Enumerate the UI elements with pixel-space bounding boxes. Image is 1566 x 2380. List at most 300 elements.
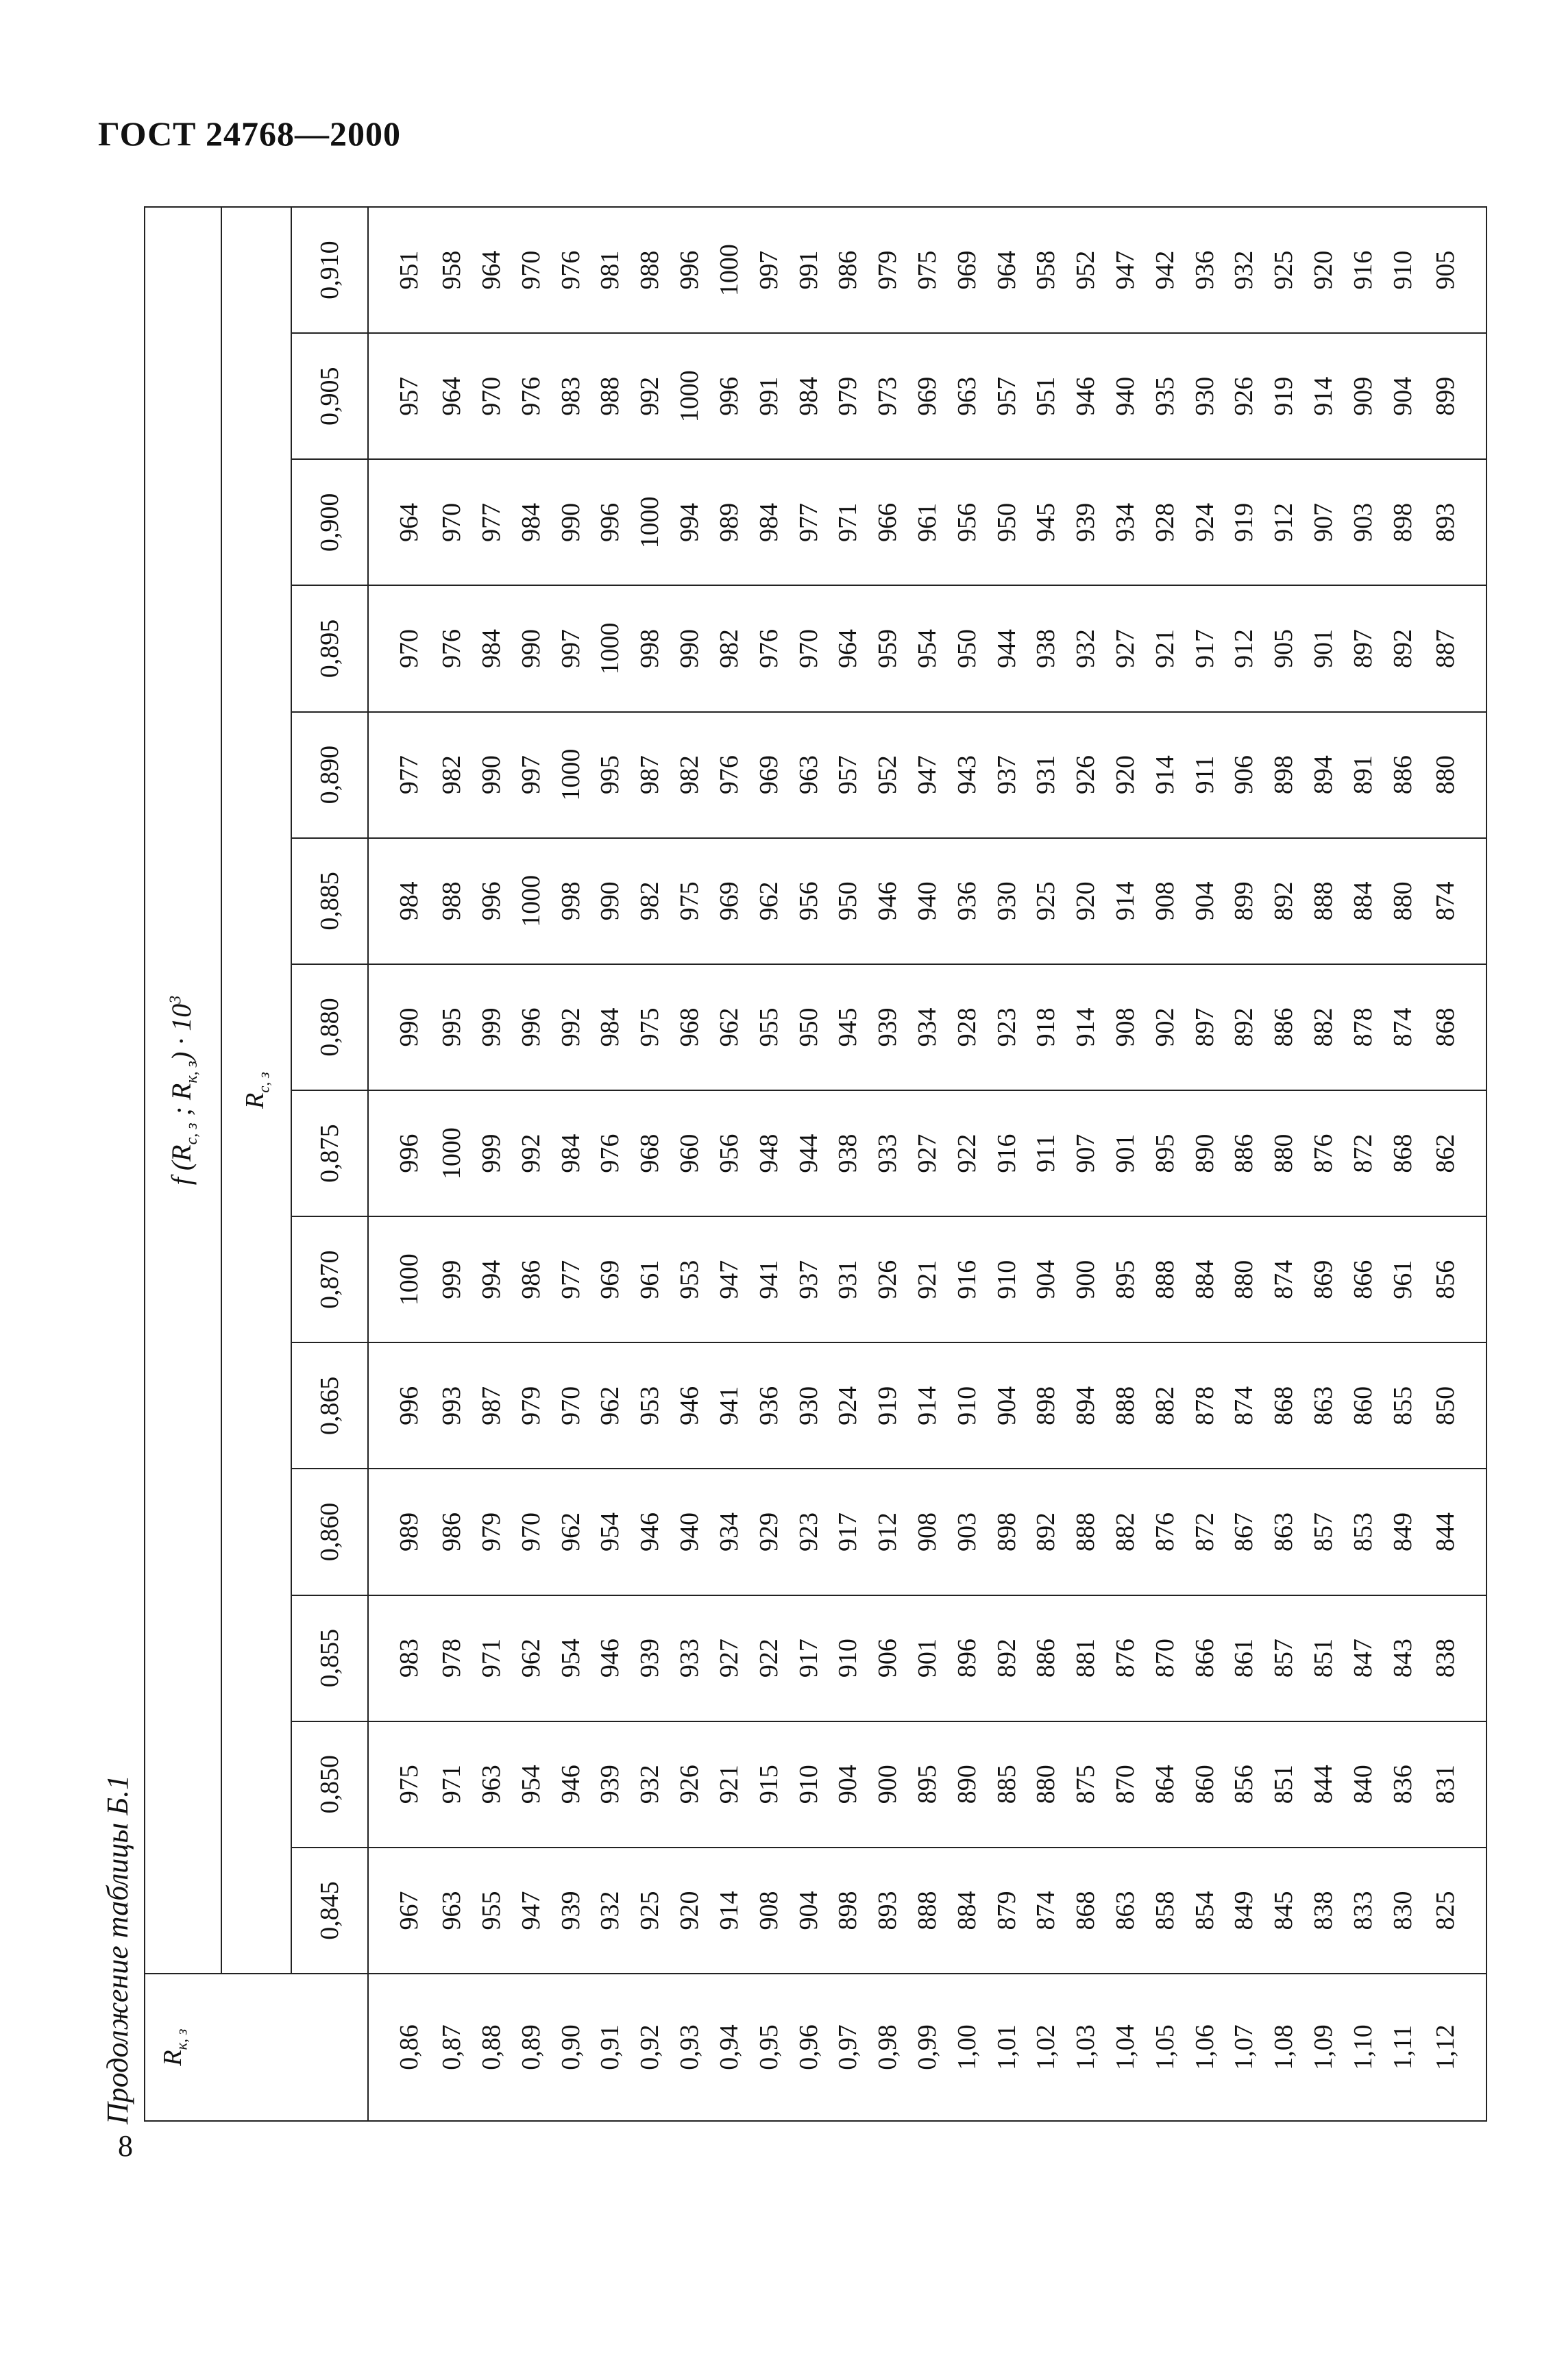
table-cell: 970 <box>368 585 432 711</box>
table-cell: 951 <box>368 207 432 333</box>
rc-header: $R_{с, з}$ <box>221 207 291 1974</box>
row-label: 0,92 <box>630 1974 670 2121</box>
table-cell: 887 <box>1423 585 1487 711</box>
table-cell: 838 <box>1304 1848 1343 1974</box>
table-cell: 908 <box>1145 838 1185 964</box>
table-cell: 939 <box>1066 459 1105 585</box>
table-cell: 901 <box>907 1595 947 1721</box>
table-cell: 893 <box>1423 459 1487 585</box>
table-row <box>1225 207 1264 2121</box>
table-cell: 975 <box>630 964 670 1090</box>
row-label: 1,11 <box>1383 1974 1423 2121</box>
table-cell: 963 <box>472 1721 511 1848</box>
table-cell: 888 <box>1105 1342 1145 1469</box>
table-cell: 932 <box>1225 207 1264 333</box>
table-cell: 969 <box>709 838 749 964</box>
table-cell: 888 <box>907 1848 947 1974</box>
table-cell: 963 <box>947 333 987 459</box>
table-cell: 926 <box>1066 712 1105 838</box>
table-cell: 977 <box>551 1216 591 1342</box>
table-cell: 895 <box>1145 1090 1185 1216</box>
row-label: 1,06 <box>1185 1974 1225 2121</box>
table-cell: 964 <box>828 585 868 711</box>
table-cell: 878 <box>1185 1342 1225 1469</box>
table-cell: 984 <box>591 964 631 1090</box>
table-cell: 946 <box>591 1595 631 1721</box>
table-cell: 912 <box>868 1469 907 1595</box>
table-cell: 968 <box>670 964 709 1090</box>
table-cell: 930 <box>789 1342 829 1469</box>
table-cell: 900 <box>868 1721 907 1848</box>
table-row <box>789 207 829 2121</box>
table-cell: 908 <box>749 1848 789 1974</box>
table-cell: 969 <box>749 712 789 838</box>
table-cell: 964 <box>432 333 472 459</box>
table-cell: 990 <box>472 712 511 838</box>
row-label: 0,87 <box>432 1974 472 2121</box>
table-cell: 929 <box>749 1469 789 1595</box>
table-cell: 982 <box>432 712 472 838</box>
table-cell: 933 <box>670 1595 709 1721</box>
row-label: 1,04 <box>1105 1974 1145 2121</box>
table-cell: 858 <box>1145 1848 1185 1974</box>
table-cell: 928 <box>947 964 987 1090</box>
table-cell: 890 <box>1185 1090 1225 1216</box>
row-label: 1,03 <box>1066 1974 1105 2121</box>
row-label: 1,01 <box>987 1974 1027 2121</box>
table-cell: 921 <box>709 1721 749 1848</box>
table-cell: 914 <box>1304 333 1343 459</box>
table-cell: 904 <box>987 1342 1027 1469</box>
table-cell: 882 <box>1105 1469 1145 1595</box>
table-cell: 962 <box>511 1595 551 1721</box>
table-cell: 990 <box>591 838 631 964</box>
table-cell: 970 <box>551 1342 591 1469</box>
table-cell: 870 <box>1145 1595 1185 1721</box>
table-cell: 884 <box>1343 838 1383 964</box>
row-label: 1,05 <box>1145 1974 1185 2121</box>
table-cell: 991 <box>789 207 829 333</box>
rc-column-header: 0,880 <box>291 964 368 1090</box>
row-label: 0,97 <box>828 1974 868 2121</box>
table-cell: 979 <box>868 207 907 333</box>
table-cell: 968 <box>630 1090 670 1216</box>
table-cell: 970 <box>432 459 472 585</box>
table-cell: 934 <box>907 964 947 1090</box>
table-cell: 857 <box>1264 1595 1304 1721</box>
table-cell: 962 <box>749 838 789 964</box>
table-cell: 862 <box>1423 1090 1487 1216</box>
table-cell: 925 <box>1264 207 1304 333</box>
table-cell: 1000 <box>432 1090 472 1216</box>
table-cell: 996 <box>368 1090 432 1216</box>
table-cell: 932 <box>1066 585 1105 711</box>
table-cell: 964 <box>368 459 432 585</box>
table-cell: 981 <box>591 207 631 333</box>
table-cell: 938 <box>1026 585 1066 711</box>
table-cell: 983 <box>368 1595 432 1721</box>
table-cell: 961 <box>1383 1216 1423 1342</box>
table-cell: 860 <box>1185 1721 1225 1848</box>
table-cell: 910 <box>987 1216 1027 1342</box>
table-cell: 920 <box>670 1848 709 1974</box>
table-cell: 990 <box>551 459 591 585</box>
table-cell: 953 <box>670 1216 709 1342</box>
table-cell: 942 <box>1145 207 1185 333</box>
row-label: 0,93 <box>670 1974 709 2121</box>
table-cell: 945 <box>1026 459 1066 585</box>
table-cell: 928 <box>1145 459 1185 585</box>
table-cell: 955 <box>472 1848 511 1974</box>
table-cell: 956 <box>947 459 987 585</box>
row-label: 1,08 <box>1264 1974 1304 2121</box>
table-cell: 982 <box>630 838 670 964</box>
table-cell: 923 <box>789 1469 829 1595</box>
table-cell: 963 <box>432 1848 472 1974</box>
table-cell: 931 <box>1026 712 1066 838</box>
table-cell: 864 <box>1145 1721 1185 1848</box>
table-cell: 977 <box>368 712 432 838</box>
table-cell: 982 <box>670 712 709 838</box>
table-row <box>1026 207 1066 2121</box>
table-cell: 891 <box>1343 712 1383 838</box>
table-cell: 916 <box>947 1216 987 1342</box>
table-cell: 890 <box>947 1721 987 1848</box>
table-cell: 939 <box>868 964 907 1090</box>
table-cell: 954 <box>511 1721 551 1848</box>
table-cell: 967 <box>368 1848 432 1974</box>
table-cell: 983 <box>551 333 591 459</box>
table-cell: 893 <box>868 1848 907 1974</box>
rc-column-header: 0,875 <box>291 1090 368 1216</box>
table-cell: 908 <box>1105 964 1145 1090</box>
table-cell: 992 <box>630 333 670 459</box>
table-cell: 978 <box>432 1595 472 1721</box>
table-row <box>1105 207 1145 2121</box>
table-cell: 897 <box>1185 964 1225 1090</box>
table-cell: 856 <box>1225 1721 1264 1848</box>
table-row <box>670 207 709 2121</box>
table-cell: 936 <box>1185 207 1225 333</box>
table-cell: 898 <box>1264 712 1304 838</box>
table-cell: 984 <box>551 1090 591 1216</box>
table-cell: 831 <box>1423 1721 1487 1848</box>
table-cell: 898 <box>828 1848 868 1974</box>
table-cell: 947 <box>907 712 947 838</box>
table-row <box>709 207 749 2121</box>
table-cell: 843 <box>1383 1595 1423 1721</box>
table-cell: 861 <box>1225 1595 1264 1721</box>
table-cell: 951 <box>1026 333 1066 459</box>
table-cell: 875 <box>1066 1721 1105 1848</box>
table-cell: 996 <box>591 459 631 585</box>
table-cell: 962 <box>551 1469 591 1595</box>
row-label: 0,94 <box>709 1974 749 2121</box>
table-cell: 903 <box>947 1469 987 1595</box>
table-cell: 898 <box>1383 459 1423 585</box>
table-cell: 917 <box>789 1595 829 1721</box>
table-cell: 930 <box>1185 333 1225 459</box>
table-cell: 976 <box>749 585 789 711</box>
table-cell: 878 <box>1343 964 1383 1090</box>
table-cell: 851 <box>1264 1721 1304 1848</box>
table-cell: 920 <box>1304 207 1343 333</box>
table-cell: 872 <box>1185 1469 1225 1595</box>
table-cell: 989 <box>368 1469 432 1595</box>
table-cell: 989 <box>709 459 749 585</box>
table-cell: 1000 <box>591 585 631 711</box>
table-cell: 966 <box>868 459 907 585</box>
table-cell: 880 <box>1383 838 1423 964</box>
table-cell: 914 <box>907 1342 947 1469</box>
table-cell: 908 <box>907 1469 947 1595</box>
table-cell: 998 <box>551 838 591 964</box>
row-label: 1,12 <box>1423 1974 1487 2121</box>
table-cell: 997 <box>551 585 591 711</box>
table-cell: 825 <box>1423 1848 1487 1974</box>
table-cell: 866 <box>1185 1595 1225 1721</box>
table-cell: 851 <box>1304 1595 1343 1721</box>
table-cell: 914 <box>1105 838 1145 964</box>
table-cell: 957 <box>368 333 432 459</box>
table-cell: 939 <box>551 1848 591 1974</box>
table-cell: 896 <box>947 1595 987 1721</box>
table-cell: 868 <box>1264 1342 1304 1469</box>
table-cell: 888 <box>1066 1469 1105 1595</box>
table-cell: 952 <box>1066 207 1105 333</box>
table-cell: 950 <box>987 459 1027 585</box>
table-row <box>432 207 472 2121</box>
table-cell: 844 <box>1304 1721 1343 1848</box>
table-cell: 970 <box>511 207 551 333</box>
table-cell: 849 <box>1225 1848 1264 1974</box>
table-cell: 870 <box>1105 1721 1145 1848</box>
table-cell: 930 <box>987 838 1027 964</box>
table-cell: 971 <box>432 1721 472 1848</box>
table-cell: 941 <box>749 1216 789 1342</box>
table-cell: 925 <box>630 1848 670 1974</box>
table-row <box>987 207 1027 2121</box>
table-cell: 954 <box>591 1469 631 1595</box>
row-label: 0,90 <box>551 1974 591 2121</box>
table-cell: 907 <box>1304 459 1343 585</box>
table-cell: 899 <box>1225 838 1264 964</box>
table-cell: 935 <box>1145 333 1185 459</box>
table-cell: 885 <box>987 1721 1027 1848</box>
table-cell: 838 <box>1423 1595 1487 1721</box>
table-cell: 992 <box>511 1090 551 1216</box>
table-cell: 998 <box>630 585 670 711</box>
table-cell: 1000 <box>368 1216 432 1342</box>
row-label: 0,88 <box>472 1974 511 2121</box>
table-cell: 970 <box>511 1469 551 1595</box>
table-cell: 879 <box>987 1848 1027 1974</box>
table-cell: 954 <box>551 1595 591 1721</box>
rc-column-header: 0,910 <box>291 207 368 333</box>
table-cell: 886 <box>1264 964 1304 1090</box>
row-label: 1,02 <box>1026 1974 1066 2121</box>
row-label: 0,99 <box>907 1974 947 2121</box>
table-cell: 991 <box>749 333 789 459</box>
table-cell: 931 <box>828 1216 868 1342</box>
table-cell: 959 <box>868 585 907 711</box>
table-row <box>1343 207 1383 2121</box>
table-cell: 986 <box>511 1216 551 1342</box>
table-cell: 911 <box>1026 1090 1066 1216</box>
table-cell: 920 <box>1105 712 1145 838</box>
table-cell: 970 <box>789 585 829 711</box>
row-label: 0,96 <box>789 1974 829 2121</box>
table-body <box>368 207 1487 2121</box>
table-cell: 906 <box>868 1595 907 1721</box>
table-row <box>368 207 432 2121</box>
table-row <box>1383 207 1423 2121</box>
table-cell: 976 <box>432 585 472 711</box>
table-cell: 999 <box>472 964 511 1090</box>
table-cell: 904 <box>828 1721 868 1848</box>
table-cell: 964 <box>472 207 511 333</box>
table-cell: 997 <box>511 712 551 838</box>
table-cell: 855 <box>1383 1342 1423 1469</box>
table-cell: 987 <box>630 712 670 838</box>
table-cell: 895 <box>907 1721 947 1848</box>
table-cell: 897 <box>1343 585 1383 711</box>
table-cell: 936 <box>749 1342 789 1469</box>
table-cell: 894 <box>1304 712 1343 838</box>
table-cell: 939 <box>591 1721 631 1848</box>
table-cell: 886 <box>1225 1090 1264 1216</box>
table-cell: 958 <box>1026 207 1066 333</box>
table-cell: 939 <box>630 1595 670 1721</box>
row-label: 1,00 <box>947 1974 987 2121</box>
table-cell: 940 <box>1105 333 1145 459</box>
table-cell: 995 <box>432 964 472 1090</box>
table-row <box>1304 207 1343 2121</box>
table-cell: 1000 <box>511 838 551 964</box>
table-cell: 840 <box>1343 1721 1383 1848</box>
table-cell: 909 <box>1343 333 1383 459</box>
table-cell: 904 <box>1383 333 1423 459</box>
table-cell: 850 <box>1423 1342 1487 1469</box>
table-cell: 946 <box>551 1721 591 1848</box>
table-cell: 975 <box>368 1721 432 1848</box>
table-cell: 988 <box>630 207 670 333</box>
table-cell: 988 <box>432 838 472 964</box>
rc-column-header: 0,885 <box>291 838 368 964</box>
table-cell: 925 <box>1026 838 1066 964</box>
table-cell: 955 <box>749 964 789 1090</box>
table-cell: 986 <box>432 1469 472 1595</box>
table-cell: 892 <box>1225 964 1264 1090</box>
table-cell: 977 <box>789 459 829 585</box>
table-cell: 902 <box>1145 964 1185 1090</box>
table-cell: 954 <box>907 585 947 711</box>
table-cell: 917 <box>1185 585 1225 711</box>
table-cell: 860 <box>1343 1342 1383 1469</box>
table-cell: 874 <box>1026 1848 1066 1974</box>
table-cell: 948 <box>749 1090 789 1216</box>
table-cell: 888 <box>1145 1216 1185 1342</box>
table-cell: 990 <box>670 585 709 711</box>
table-cell: 924 <box>828 1342 868 1469</box>
page-number: 8 <box>118 2129 133 2163</box>
table-cell: 950 <box>789 964 829 1090</box>
table-cell: 973 <box>868 333 907 459</box>
table-row <box>511 207 551 2121</box>
table-cell: 905 <box>1264 585 1304 711</box>
data-table <box>144 206 1487 2122</box>
table-cell: 993 <box>432 1342 472 1469</box>
rc-column-header: 0,855 <box>291 1595 368 1721</box>
table-cell: 1000 <box>670 333 709 459</box>
table-cell: 919 <box>868 1342 907 1469</box>
table-cell: 892 <box>1026 1469 1066 1595</box>
table-cell: 979 <box>828 333 868 459</box>
table-cell: 874 <box>1264 1216 1304 1342</box>
table-cell: 849 <box>1383 1469 1423 1595</box>
rc-column-header: 0,895 <box>291 585 368 711</box>
table-cell: 903 <box>1343 459 1383 585</box>
rc-column-header: 0,865 <box>291 1342 368 1469</box>
table-cell: 997 <box>749 207 789 333</box>
row-label: 0,86 <box>368 1974 432 2121</box>
table-cell: 926 <box>1225 333 1264 459</box>
table-cell: 833 <box>1343 1848 1383 1974</box>
table-cell: 882 <box>1304 964 1343 1090</box>
table-cell: 946 <box>630 1469 670 1595</box>
table-cell: 910 <box>1383 207 1423 333</box>
table-cell: 882 <box>1145 1342 1185 1469</box>
table-cell: 854 <box>1185 1848 1225 1974</box>
table-cell: 914 <box>1066 964 1105 1090</box>
table-cell: 982 <box>709 585 749 711</box>
table-cell: 857 <box>1304 1469 1343 1595</box>
table-cell: 996 <box>709 333 749 459</box>
table-cell: 986 <box>828 207 868 333</box>
table-cell: 990 <box>511 585 551 711</box>
table-cell: 856 <box>1423 1216 1487 1342</box>
table-cell: 987 <box>472 1342 511 1469</box>
row-label: 0,95 <box>749 1974 789 2121</box>
table-cell: 927 <box>709 1595 749 1721</box>
table-cell: 876 <box>1105 1595 1145 1721</box>
table-cell: 999 <box>472 1090 511 1216</box>
table-cell: 992 <box>551 964 591 1090</box>
table-cell: 936 <box>947 838 987 964</box>
table-cell: 900 <box>1066 1216 1105 1342</box>
table-cell: 932 <box>591 1848 631 1974</box>
table-cell: 976 <box>591 1090 631 1216</box>
table-cell: 872 <box>1343 1090 1383 1216</box>
table-row <box>907 207 947 2121</box>
table-cell: 886 <box>1383 712 1423 838</box>
table-cell: 984 <box>368 838 432 964</box>
table-cell: 914 <box>1145 712 1185 838</box>
table-cell: 912 <box>1264 459 1304 585</box>
rc-column-header: 0,905 <box>291 333 368 459</box>
rc-column-header: 0,845 <box>291 1848 368 1974</box>
table-cell: 901 <box>1105 1090 1145 1216</box>
table-cell: 961 <box>630 1216 670 1342</box>
table-row <box>749 207 789 2121</box>
table-cell: 956 <box>789 838 829 964</box>
table-cell: 912 <box>1225 585 1264 711</box>
table-cell: 911 <box>1185 712 1225 838</box>
table-cell: 946 <box>868 838 907 964</box>
table-cell: 863 <box>1264 1469 1304 1595</box>
table-cell: 984 <box>472 585 511 711</box>
table-cell: 996 <box>670 207 709 333</box>
